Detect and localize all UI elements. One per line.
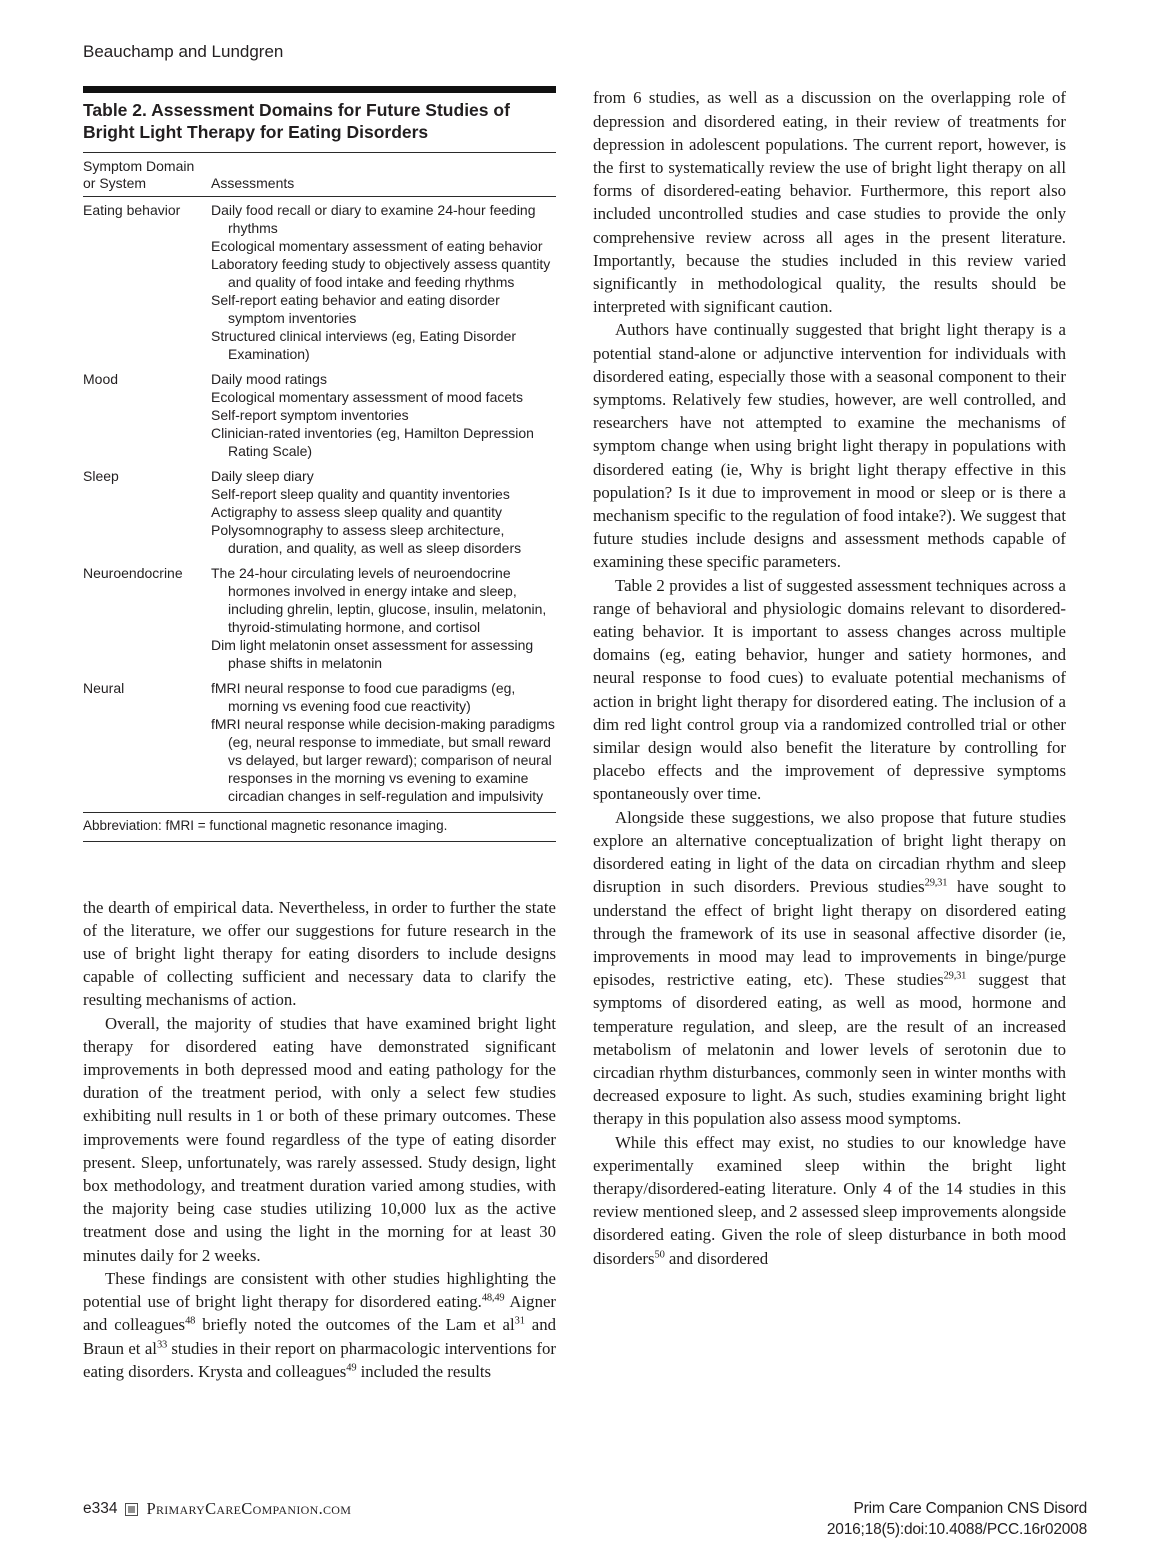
paragraph: Table 2 provides a list of suggested assessment techniques across a range of behavioral and physiologic domains relevant to disordered-eating behavior. It is important to assess changes across multiple domains (eg, eating behavior, hunger and satiety hormones, and neural response to food cues) to evaluate potential mechanisms of action in bright light therapy for disordered eating. The inclusion of a dim red light control group via a randomized controlled trial or other similar design would also benefit the literature by controlling for placebo effects and the improvement of depressive symptoms spontaneously over time. bbox=[593, 575, 1066, 804]
cell-assessments bbox=[211, 679, 556, 805]
paragraph: Authors have continually suggested that bright light therapy is a potential stand-alone or adjunctive intervention for individuals with disordered eating, especially those with a seasonal component to their symptoms. Relatively few studies, however, are well controlled, and researchers have not attempted to examine the mechanisms of symptom change when using bright light therapy in populations with disordered eating (ie, Why is bright light therapy effective in this population? Is it due to improvement in mood or sleep or is there a mechanism specific to the regulation of food intake?). We suggest that future studies include designs and assessment methods capable of examining these specific parameters. bbox=[593, 320, 1066, 572]
cell-domain: Sleep bbox=[83, 467, 119, 484]
reference-superscript: 33 bbox=[156, 1338, 168, 1350]
assessment-item: Daily sleep diary bbox=[211, 467, 314, 484]
reference-superscript: 29,31 bbox=[943, 970, 967, 982]
cell-assessments bbox=[211, 201, 556, 363]
paragraph: Alongside these suggestions, we also propose that future studies explore an alternative conceptualization of bright light therapy on disordered eating in light of the data on circadian rhythm and sleep disruption in such disorders. Previous studies$^{29,31}$ have sought to understand the effect of bright light therapy on disordered eating through the framework of its use in seasonal affective disorder (ie, improvements in mood may lead to improvements in binge/purge episodes, restrictive eating, etc). These studies$^{29,31}$ suggest that symptoms of disordered eating, as well as mood, hormone and temperature regulation, and sleep, are the result of an increased metabolism of melatonin and lower levels of serotonin due to circadian rhythm disturbances, commonly seen in winter months with decreased exposure to light. As such, studies examining bright light therapy in this population also assess mood symptoms. bbox=[593, 807, 1066, 1129]
cell-domain: Mood bbox=[83, 370, 119, 387]
assessment-item: Ecological momentary assessment of mood facets bbox=[211, 388, 524, 405]
journal-citation: 2016;18(5):doi:10.4088/PCC.16r02008 bbox=[826, 1520, 1087, 1538]
table-top-rule bbox=[83, 86, 556, 93]
assessment-item: Actigraphy to assess sleep quality and quantity bbox=[211, 503, 503, 520]
right-column-text bbox=[593, 86, 1066, 1269]
journal-square-icon bbox=[125, 1503, 138, 1516]
footer-right bbox=[827, 1499, 1087, 1540]
assessment-item: Ecological momentary assessment of eating behavior bbox=[211, 237, 543, 254]
journal-website: PrimaryCareCompanion.com bbox=[146, 1499, 352, 1519]
table-row bbox=[83, 201, 556, 363]
page-footer bbox=[83, 1499, 1087, 1540]
table-2 bbox=[83, 86, 556, 841]
paragraph: Overall, the majority of studies that have examined bright light therapy for disordered eating have demonstrated significant improvements in both depressed mood and eating pathology for the duration of the treatment period, with only a select few studies exhibiting null results in 1 or both of these primary outcomes. These improvements were found regardless of the type of eating disorder present. Sleep, unfortunately, was rarely assessed. Study design, light box methodology, and treatment duration varied among studies, with the majority being case studies utilizing 10,000 lux as the active treatment dose and using the light in the morning for at least 30 minutes daily for 2 weeks. bbox=[83, 1013, 556, 1265]
paragraph: These findings are consistent with other studies highlighting the potential use of bright light therapy for disordered eating.$^{48,49}$ Aigner and colleagues$^{48}$ briefly noted the outcomes of the Lam et $al^{31}$ and Braun et $al^{33}$ studies in their report on pharmacologic interventions for eating disorders. Krysta and colleagues$^{49}$ included the results bbox=[83, 1268, 557, 1381]
assessment-item: The 24-hour circulating levels of neuroendocrine hormones involved in energy intake and sleep, including ghrelin, leptin, glucose, insulin, melatonin, thyroid-stimulating hormone, and cortisol bbox=[211, 564, 547, 635]
assessment-item: Dim light melatonin onset assessment for assessing phase shifts in melatonin bbox=[211, 636, 534, 671]
page-number: e334 bbox=[83, 1500, 118, 1518]
journal-name: Prim Care Companion CNS Disord bbox=[853, 1500, 1087, 1518]
reference-superscript: 49 bbox=[346, 1362, 357, 1374]
assessment-item: Self-report symptom inventories bbox=[211, 406, 409, 423]
cell-domain: Neural bbox=[83, 679, 125, 696]
table-title: Table 2. Assessment Domains for Future Studies of Bright Light Therapy for Eating Disorders bbox=[83, 100, 556, 152]
table-row bbox=[83, 467, 556, 557]
two-column-layout bbox=[83, 86, 1087, 1383]
cell-assessments bbox=[211, 467, 556, 557]
cell-domain: Neuroendocrine bbox=[83, 564, 183, 581]
assessment-item: Polysomnography to assess sleep architecture, duration, and quality, as well as sleep disorders bbox=[211, 521, 522, 556]
paragraph: While this effect may exist, no studies to our knowledge have experimentally examined sleep within the bright light therapy/disordered-eating literature. Only 4 of the 14 studies in this review mentioned sleep, and 2 assessed sleep improvements alongside disordered eating. Given the role of sleep disturbance in both mood disorders$^{50}$ and disordered bbox=[593, 1132, 1067, 1268]
reference-superscript: 48 bbox=[185, 1315, 196, 1327]
paragraph: the dearth of empirical data. Nevertheless, in order to further the state of the literature, we offer our suggestions for future research in the use of bright light therapy for eating disorders to include designs capable of collecting sufficient and necessary data to clarify the resulting mechanisms of action. bbox=[83, 897, 556, 1010]
left-column bbox=[83, 86, 556, 1383]
reference-superscript: 48,49 bbox=[481, 1292, 505, 1304]
table-row bbox=[83, 679, 556, 805]
footer-left bbox=[83, 1499, 351, 1519]
table-row bbox=[83, 370, 556, 460]
table-row bbox=[83, 564, 556, 672]
cell-assessments bbox=[211, 370, 556, 460]
reference-superscript: 50 bbox=[654, 1248, 665, 1260]
cell-domain: Eating behavior bbox=[83, 201, 181, 218]
assessment-item: fMRI neural response while decision-making paradigms (eg, neural response to immediate, but small reward vs delayed, but larger reward); comparison of neural responses in the morning vs evening to examine circadian changes in self-regulation and impulsivity bbox=[211, 715, 555, 804]
table-body bbox=[83, 197, 556, 812]
column-header-domain: Symptom Domain or System bbox=[83, 157, 195, 192]
assessment-item: Self-report sleep quality and quantity inventories bbox=[211, 485, 510, 502]
assessment-item: Laboratory feeding study to objectively assess quantity and quality of food intake and feeding rhythms bbox=[211, 255, 551, 290]
running-head: Beauchamp and Lundgren bbox=[83, 42, 284, 61]
assessment-item: fMRI neural response to food cue paradigms (eg, morning vs evening food cue reactivity) bbox=[211, 679, 516, 714]
cell-assessments bbox=[211, 564, 556, 672]
table-footnote: Abbreviation: fMRI = functional magnetic resonance imaging. bbox=[83, 812, 556, 842]
right-column bbox=[593, 86, 1066, 1383]
assessment-item: Self-report eating behavior and eating disorder symptom inventories bbox=[211, 291, 500, 326]
table-header-row bbox=[83, 153, 556, 197]
reference-superscript: 29,31 bbox=[924, 877, 948, 889]
paragraph: from 6 studies, as well as a discussion on the overlapping role of depression and disordered eating, in their review of treatments for depression in adolescent populations. The current report, however, is the first to systematically review the use of bright light therapy on all forms of disordered-eating behavior. Furthermore, this report also included uncontrolled studies and case studies to provide the only comprehensive review across all ages in the present literature. Importantly, because the studies included in this review varied significantly in methodological quality, the results should be interpreted with significant caution. bbox=[593, 88, 1066, 317]
assessment-item: Structured clinical interviews (eg, Eating Disorder Examination) bbox=[211, 327, 517, 362]
assessment-item: Clinician-rated inventories (eg, Hamilton Depression Rating Scale) bbox=[211, 424, 534, 459]
column-header-assessments: Assessments bbox=[211, 175, 295, 192]
assessment-item: Daily mood ratings bbox=[211, 370, 327, 387]
left-column-text bbox=[83, 896, 556, 1383]
reference-superscript: 31 bbox=[514, 1315, 525, 1327]
assessment-item: Daily food recall or diary to examine 24-hour feeding rhythms bbox=[211, 201, 536, 236]
